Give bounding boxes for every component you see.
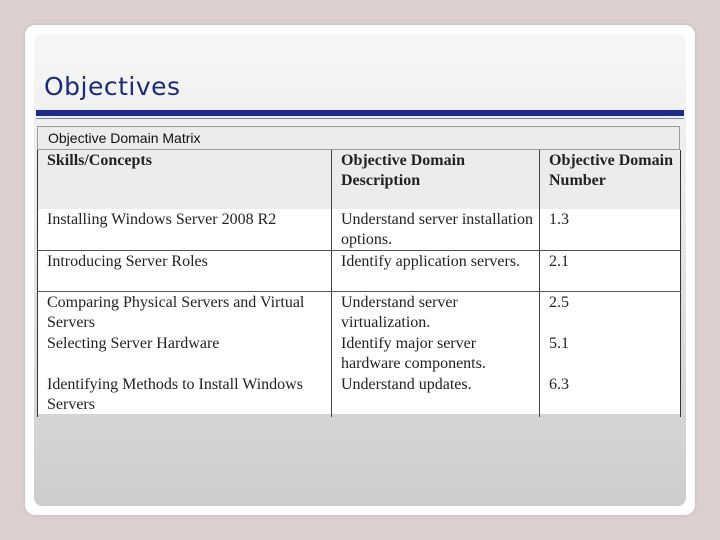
table-row bbox=[38, 251, 681, 292]
number-cell: 2.1 bbox=[540, 251, 681, 292]
skill-cell: Introducing Server Roles bbox=[38, 251, 332, 292]
number-cell: 6.3 bbox=[540, 374, 681, 417]
objective-domain-matrix bbox=[37, 126, 680, 414]
skill-cell: Installing Windows Server 2008 R2 bbox=[38, 209, 332, 251]
matrix-header: Objective Domain Matrix bbox=[37, 126, 680, 150]
slide-frame bbox=[25, 25, 695, 515]
column-header-number: Objective Domain Number bbox=[540, 150, 681, 209]
description-cell: Understand server virtualization. bbox=[332, 292, 540, 334]
table-row bbox=[38, 333, 681, 374]
slide-content bbox=[34, 34, 686, 506]
table-row bbox=[38, 374, 681, 417]
description-cell: Identify application servers. bbox=[332, 251, 540, 292]
number-cell: 1.3 bbox=[540, 209, 681, 251]
column-header-description: Objective Domain Description bbox=[332, 150, 540, 209]
matrix-table bbox=[37, 150, 681, 417]
column-header-skills: Skills/Concepts bbox=[38, 150, 332, 209]
skill-cell: Selecting Server Hardware bbox=[47, 335, 220, 352]
title-divider-thin bbox=[36, 118, 684, 119]
skill-cell: Identifying Methods to Install Windows Servers bbox=[47, 376, 303, 413]
description-cell: Identify major server hardware components. bbox=[332, 333, 540, 374]
skill-cell: Comparing Physical Servers and Virtual Servers bbox=[47, 294, 305, 331]
description-cell: Understand server installation options. bbox=[332, 209, 540, 251]
number-cell: 5.1 bbox=[540, 333, 681, 374]
slide-title: Objectives bbox=[44, 72, 181, 101]
number-cell: 2.5 bbox=[540, 292, 681, 334]
description-cell: Understand updates. bbox=[332, 374, 540, 417]
table-row bbox=[38, 292, 681, 334]
table-row bbox=[38, 209, 681, 251]
table-header-row bbox=[38, 150, 681, 209]
title-divider bbox=[36, 110, 684, 116]
